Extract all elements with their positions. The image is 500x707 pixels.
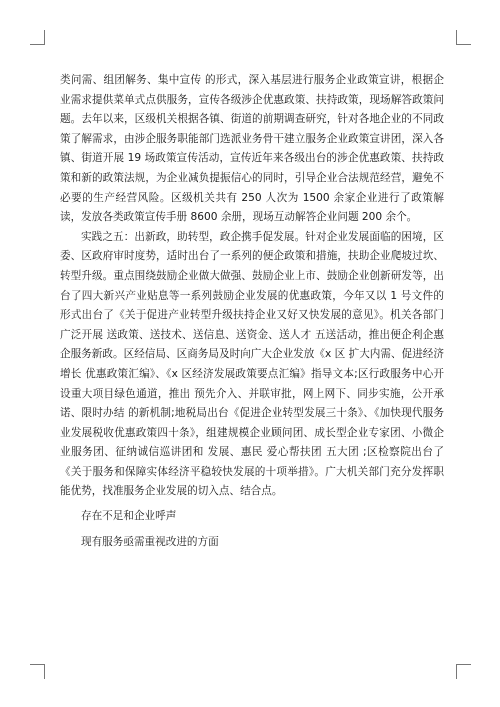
crop-mark-top-left: [30, 30, 45, 45]
paragraph-practice-five: 实践之五：出新政，助转型，政企携手促发展。针对企业发展面临的困境，区委、区政府审时度势，适时出台了一系列的便企政策和措施，扶助企业爬坡过坎、转型升级。重点围绕鼓励企业做大做强、鼓励企业上市、鼓励企业创新研发等，出台了四大新兴产业贴息等一系列鼓励企业发展的优惠政策，今年又以 1 号文件的形式出台了《关于促进产业转型升级扶持企业又好又快发展的意见》。机关各部门广泛开展 送政策、送技术、送信息、送资金、送人才 五送活动，推出便企利企惠企服务新政。区经信局、区商务局及时向广大企业发放《x 区 扩大内需、促进经济增长 优惠政策汇编》、《x 区经济发展政策要点汇编》指导文本;区行政服务中心开设重大项目绿色通道，推出 预先介入、并联审批，网上网下、同步实施，公开承诺、限时办结 的新机制;地税局出台《促进企业转型发展三十条》、《加快现代服务业发展税收优惠政策四十条》，组建规模企业顾问团、成长型企业专家团、小微企业服务团、征纳诚信巡讲团和 发展、惠民 爱心帮扶团 五大团 ;区检察院出台了《关于服务和保障实体经济平稳较快发展的十项举措》。广大机关部门充分发挥职能优势，找准服务企业发展的切入点、结合点。: [60, 230, 444, 498]
section-heading-shortcomings: 存在不足和企业呼声: [81, 510, 177, 523]
paragraph-policy-promotion: 类问需、组团解务、集中宣传 的形式，深入基层进行服务企业政策宣讲，根据企业需求提供菜单式点供服务，宣传各级涉企优惠政策、扶持政策，现场解答政策问题。去年以来，区级机关根据各镇、街道的前期调查研究，针对各地企业的不同政策了解需求，由涉企服务职能部门选派业务骨干建立服务企业政策宣讲团，深入各镇、街道开展 19 场政策宣传活动，宣传近年来各级出台的涉企优惠政策、扶持政策和新的政策法规，为企业减负提振信心的同时，引导企业合法规范经营，避免不必要的生产经营风险。区级机关共有 250 人次为 1500 余家企业进行了政策解读，发放各类政策宣传手册 8600 余册，现场互动解答企业问题 200 余个。: [60, 74, 444, 224]
crop-mark-bottom-right: [456, 664, 471, 679]
crop-mark-bottom-left: [30, 664, 45, 679]
section-heading-improvements: 现有服务亟需重视改进的方面: [81, 535, 219, 548]
crop-mark-top-right: [456, 30, 471, 45]
document-body: [60, 71, 444, 552]
